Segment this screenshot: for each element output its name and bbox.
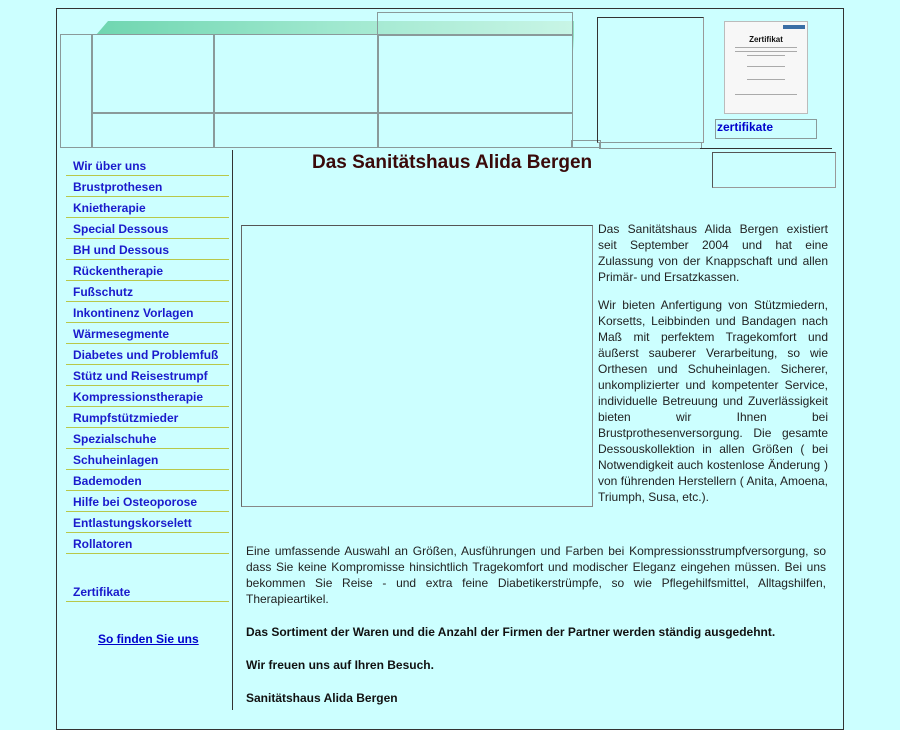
header-cell-10: [599, 142, 702, 149]
nav-item[interactable]: Rückentherapie: [66, 261, 229, 281]
main-paragraph-3: Wir freuen uns auf Ihren Besuch.: [246, 658, 434, 672]
header-cell-6: [91, 112, 215, 148]
certificate-logo: [783, 25, 805, 29]
nav-item[interactable]: Inkontinenz Vorlagen: [66, 303, 229, 323]
nav-item[interactable]: Entlastungskorselett: [66, 513, 229, 533]
nav-item[interactable]: Schuheinlagen: [66, 450, 229, 470]
nav-item[interactable]: Bademoden: [66, 471, 229, 491]
header-cell-2: [91, 34, 215, 114]
certificate-line: [735, 94, 797, 95]
nav-item[interactable]: Rollatoren: [66, 534, 229, 554]
intro-paragraph-2: Wir bieten Anfertigung von Stützmiedern, Korsetts, Leibbinden und Bandagen nach Maß mit perfektem Tragekomfort und äußerst sauberer Verarbeitung, so wie Orthesen und Schuheinlagen. Sicherer, unkomplizierter und kompetenter Service, individuelle Betreuung und Zuverlässigkeit bieten wir Ihnen bei Brustprothesenversorgung. Die gesamte Dessouskollektion in allen Größen ( bei Notwendigkeit auch kostenlose Änderung ) von führenden Herstellern ( Anita, Amoena, Triumph, Susa, etc.).: [598, 298, 828, 504]
right-widget-box: [712, 152, 836, 188]
nav-item[interactable]: BH und Dessous: [66, 240, 229, 260]
nav-item[interactable]: Wir über uns: [66, 156, 229, 176]
certificate-thumbnail[interactable]: [724, 21, 808, 114]
certificate-line: [735, 47, 797, 48]
header-cell-11: [700, 148, 832, 151]
page-title: Das Sanitätshaus Alida Bergen: [312, 152, 593, 173]
intro-paragraph-1: Das Sanitätshaus Alida Bergen existiert seit September 2004 und hat eine Zulassung von der Knappschaft und allen Primär- und Ersatzkassen.: [598, 222, 828, 284]
intro-text: [598, 221, 828, 517]
directions-link[interactable]: So finden Sie uns: [98, 632, 199, 646]
nav-item-zertifikate[interactable]: Zertifikate: [66, 582, 229, 602]
certificate-line: [735, 51, 797, 52]
certificate-line: [747, 66, 785, 67]
nav-item[interactable]: Hilfe bei Osteoporose: [66, 492, 229, 512]
main-paragraph-1: Eine umfassende Auswahl an Größen, Ausführungen und Farben bei Kompressionsstrumpfversorgung, so dass Sie keine Kompromisse hinsichtlich Tragekomfort und modischer Eleganz eingehen müssen. Bei uns bekommen Sie Reise - und extra feine Diabetikerstrümpfe, so wie Pflegehilfsmittel, Alltagshilfen, Therapieartikel.: [246, 544, 826, 606]
header-cell-3: [213, 34, 379, 114]
store-image-placeholder: [241, 225, 593, 507]
main-text: [246, 543, 826, 723]
header-cell-8: [377, 112, 573, 148]
nav-item[interactable]: Kompressionstherapie: [66, 387, 229, 407]
header-image-slot: [597, 17, 704, 143]
certificate-line: [747, 79, 785, 80]
nav-item[interactable]: Rumpfstützmieder: [66, 408, 229, 428]
nav-item[interactable]: Brustprothesen: [66, 177, 229, 197]
main-paragraph-4: Sanitätshaus Alida Bergen: [246, 691, 398, 705]
certificate-line: [747, 55, 785, 56]
nav-item[interactable]: Diabetes und Problemfuß: [66, 345, 229, 365]
nav-item[interactable]: Stütz und Reisestrumpf: [66, 366, 229, 386]
certificates-link[interactable]: zertifikate: [715, 119, 817, 139]
nav-item[interactable]: Spezialschuhe: [66, 429, 229, 449]
nav-item[interactable]: Wärmesegmente: [66, 324, 229, 344]
header-cell-1: [60, 34, 93, 148]
nav-item[interactable]: Fußschutz: [66, 282, 229, 302]
header-cell-5: [377, 34, 573, 114]
nav-item[interactable]: Knietherapie: [66, 198, 229, 218]
header-cell-4: [377, 12, 573, 36]
certificate-title: Zertifikat: [749, 35, 783, 44]
main-paragraph-2: Das Sortiment der Waren und die Anzahl der Firmen der Partner werden ständig ausgedehnt.: [246, 625, 776, 639]
header-cell-7: [213, 112, 379, 148]
nav-item[interactable]: Special Dessous: [66, 219, 229, 239]
